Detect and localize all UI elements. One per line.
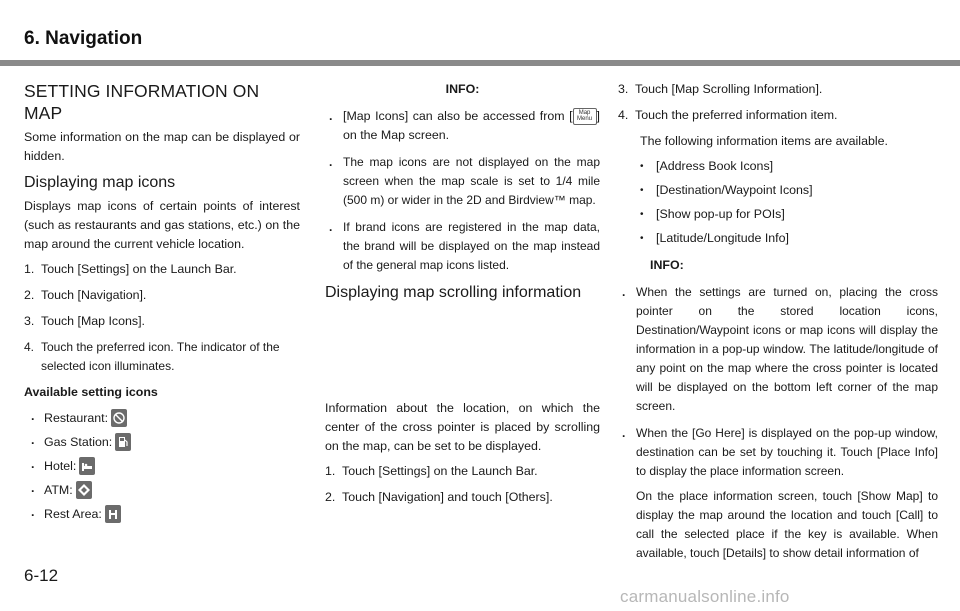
bullet-continuation: On the place information screen, touch [Show Map] to display the map around the location and touch [Call] to call the selected place if the key is available. When available, touch [Details] to show detail information of [636,489,938,560]
map-menu-label-bottom: Menu [577,116,593,123]
intro-paragraph: Some information on the map can be displayed or hidden. [24,130,300,163]
available-icons-list [24,406,300,526]
atm-icon [76,481,92,499]
list-item [325,488,600,507]
list-item [30,430,300,454]
info-bullets [325,107,600,275]
chapter-title: 6. Navigation [24,28,143,49]
step-number: 1. [325,464,336,478]
list-item [325,107,600,145]
gas-station-icon [115,433,131,451]
map-menu-icon [573,108,597,125]
list-item [24,312,300,331]
list-item [618,106,938,125]
column-2 [325,80,600,514]
step-text: Touch the preferred icon. The indicator of the selected icon illuminates. [41,340,280,373]
step-number: 2. [24,288,35,302]
list-item [325,462,600,481]
list-item [24,260,300,279]
step-text: Touch [Map Icons]. [41,314,145,328]
list-item [618,424,938,563]
list-item: . When the settings are turned on, placing the cross pointer on the stored location icons, Destination/Waypoint icons or map icons will display the information in a pop-up window. The latitude/longitude of any point on the map where the cross pointer is located will be displayed on the bottom left corner of the map screen. [618,283,938,416]
icon-label: . Gas Station: [44,434,113,449]
list-item [30,454,300,478]
map-icons-steps [24,260,300,376]
following-items-text: The following information items are available. [640,134,888,148]
bullet-text: [Map Icons] can also be accessed from [ [343,109,573,123]
map-icons-paragraph: Displays map icons of certain points of interest (such as restaurants and gas stations, etc.) on the map around the current vehicle location. [24,199,300,251]
step-text: Touch [Settings] on the Launch Bar. [342,464,538,478]
list-item [30,502,300,526]
map-scrolling-paragraph: Information about the location, on which the center of the cross pointer is placed by scrolling on the map, can be set to be displayed. [325,401,600,453]
step-text: Touch [Navigation] and touch [Others]. [342,490,553,504]
list-item: • [Latitude/Longitude Info] [640,229,938,248]
list-item [24,286,300,305]
list-item [30,406,300,430]
step-number: 3. [24,314,35,328]
list-item: . If brand icons are registered in the map data, the brand will be displayed on the map instead of the general map icons listed. [325,218,600,275]
list-item: • [Destination/Waypoint Icons] [640,181,938,200]
subheading-map-scrolling: Displaying map scrolling information [325,284,582,301]
column-3 [618,80,938,571]
restaurant-icon [111,409,127,427]
step-number: 1. [24,262,35,276]
header-bar [0,0,960,66]
watermark: carmanualsonline.info [620,587,790,606]
column-1 [24,80,300,526]
list-item: • [Show pop-up for POIs] [640,205,938,224]
step-number: 2. [325,490,336,504]
step-number: 4. [618,108,629,122]
step-number: 4. [24,340,35,354]
list-item [30,478,300,502]
map-scrolling-steps-continued [618,80,938,125]
map-scrolling-steps [325,462,600,507]
section-title: SETTING INFORMATION ON MAP [24,81,260,123]
header-divider [0,60,960,66]
list-item: . The map icons are not displayed on the map screen when the map scale is set to 1/4 mile (500 m) or wider in the 2D and Birdview™ map. [325,153,600,210]
hotel-icon [79,457,95,475]
list-item [618,80,938,99]
step-text: Touch the preferred information item. [635,108,838,122]
icon-label: . Restaurant: [44,410,109,425]
icon-label: . ATM: [44,482,73,497]
step-text: Touch [Map Scrolling Information]. [635,82,823,96]
step-number: 3. [618,82,629,96]
info-bullets [618,283,938,563]
rest-area-icon [105,505,121,523]
icon-label: . Rest Area: [44,506,102,521]
info-heading: INFO: [650,258,684,272]
list-item: • [Address Book Icons] [640,157,938,176]
bullet-text: ] on the Map screen. [343,109,600,142]
figure-space [325,307,600,399]
subheading-map-icons: Displaying map icons [24,174,176,191]
page-number: 6-12 [24,566,59,585]
icon-label: . Hotel: [44,458,77,473]
step-text: Touch [Settings] on the Launch Bar. [41,262,237,276]
bullet-text: When the [Go Here] is displayed on the pop-up window, destination can be set by touching it. Touch [Place Info] to display the place information screen. [636,426,938,478]
information-items-list [618,157,938,248]
list-item [24,338,300,376]
map-menu-label-top: Map [578,110,591,117]
step-text: Touch [Navigation]. [41,288,147,302]
available-icons-label: Available setting icons [24,385,158,399]
info-heading: INFO: [445,82,480,96]
